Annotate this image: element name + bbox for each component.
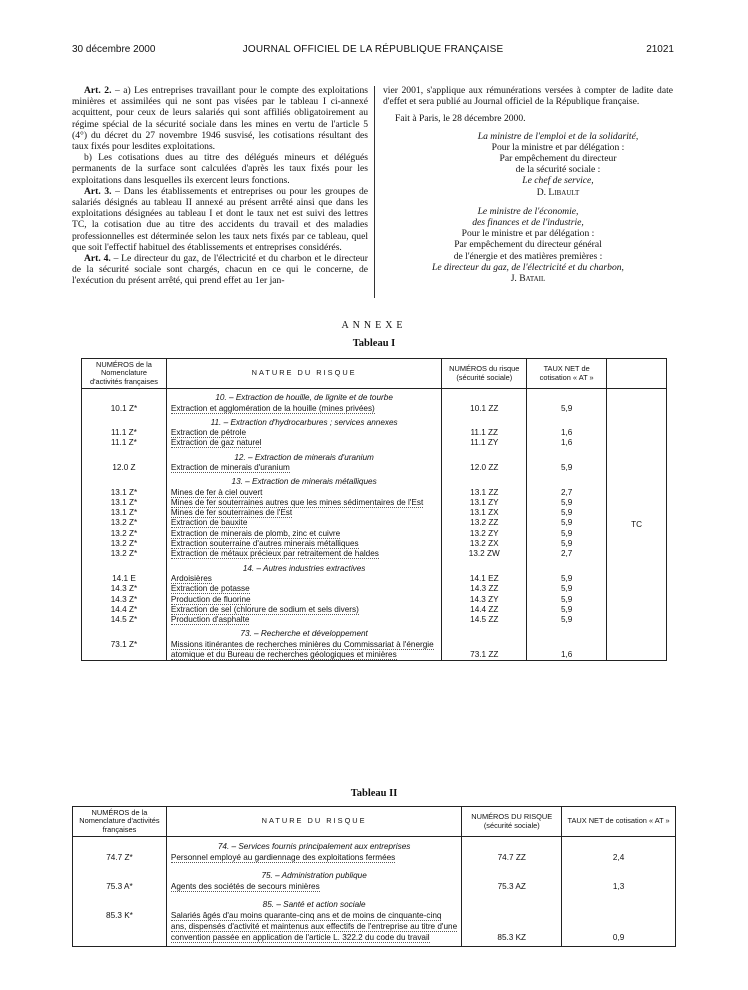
article-2a: Art. 2. – a) Les entreprises travaillant pour le compte des exploitations minières et assimilées qui ne sont pas visées par le tableau I ci-annexé acquittent, pour ceux de leurs salariés qui sont affiliés obligatoirement au régime spécial de la sécurité sociale dans les mines en vertu de l'article 5 (4°) du décret du 27 novembre 1946 susvisé, les cotisations résultant des taux fixés pour lesdites exploitations. xyxy=(72,85,368,153)
annexe-heading: ANNEXE xyxy=(341,320,407,331)
risk-nature-text: Extraction de gaz naturel xyxy=(170,438,262,448)
section-heading: 74. – Services fournis principalement aux entreprises xyxy=(166,837,461,853)
t2-header-nature: NATURE DU RISQUE xyxy=(166,807,461,837)
risk-number: 14.4 ZZ xyxy=(442,605,527,615)
risk-nature-text: Extraction souterraine d'autres minerais métalliques xyxy=(170,539,359,549)
tableau-1 xyxy=(81,358,667,661)
risk-nature xyxy=(166,518,441,528)
t1-header-risque: NUMÉROS du risque (sécurité sociale) xyxy=(442,359,527,389)
section-heading: 11. – Extraction d'hydrocarbures ; services annexes xyxy=(166,414,441,428)
net-rate: 2,4 xyxy=(562,852,676,866)
risk-number: 12.0 ZZ xyxy=(442,463,527,473)
risk-nature xyxy=(166,574,441,584)
risk-number: 14.5 ZZ xyxy=(442,615,527,625)
risk-number: 13.2 ZW xyxy=(442,549,527,559)
risk-nature-text: Mines de fer souterraines autres que les mines sédimentaires de l'Est xyxy=(170,497,424,507)
table-row xyxy=(82,549,667,559)
section-row xyxy=(82,414,667,428)
section-spacer xyxy=(562,837,676,853)
net-rate: 5,9 xyxy=(527,605,607,615)
section-row xyxy=(82,625,667,639)
risk-nature xyxy=(166,508,441,518)
section-spacer xyxy=(462,895,562,910)
naf-code: 14.4 Z* xyxy=(82,605,167,615)
risk-number: 13.2 ZZ xyxy=(442,518,527,528)
done-at: Fait à Paris, le 28 décembre 2000. xyxy=(395,113,526,125)
risk-number: 75.3 AZ xyxy=(462,881,562,895)
section-spacer xyxy=(462,837,562,853)
risk-nature xyxy=(166,498,441,508)
signature-block-2: Le ministre de l'économie, des finances et de l'industrie, Pour le ministre et par délégation : Par empêchement du directeur général de l'énergie et des matières premières : Le directeur du gaz, de l'électricité et du charbon, J. Batail xyxy=(383,206,673,284)
section-spacer xyxy=(73,866,167,881)
article-4: Art. 4. – Le directeur du gaz, de l'électricité et du charbon et le directeur de la sécurité sociale sont chargés, chacun en ce qui le concerne, de l'exécution du présent arrêté, qui prend effet au 1er jan- xyxy=(72,253,369,287)
section-spacer xyxy=(82,560,167,574)
section-spacer xyxy=(82,414,167,428)
naf-code: 14.3 Z* xyxy=(82,584,167,594)
risk-nature xyxy=(166,488,441,498)
naf-code: 14.5 Z* xyxy=(82,615,167,625)
risk-number: 11.1 ZZ xyxy=(442,428,527,438)
table-row xyxy=(73,852,676,866)
risk-nature-text: Mines de fer à ciel ouvert xyxy=(170,487,263,497)
signature-block-1: La ministre de l'emploi et de la solidarité, Pour la ministre et par délégation : Par empêchement du directeur de la sécurité sociale : Le chef de service, D. Libault xyxy=(383,131,673,198)
risk-nature-text: Extraction de potasse xyxy=(170,584,250,594)
table-row xyxy=(82,463,667,473)
section-heading: 13. – Extraction de minerais métalliques xyxy=(166,473,441,487)
section-spacer xyxy=(73,837,167,853)
naf-code: 75.3 A* xyxy=(73,881,167,895)
header-date: 30 décembre 2000 xyxy=(72,44,156,55)
risk-number: 13.1 ZX xyxy=(442,508,527,518)
risk-nature-text: Mines de fer souterraines de l'Est xyxy=(170,508,293,518)
section-spacer xyxy=(442,473,527,487)
net-rate: 0,9 xyxy=(562,910,676,947)
section-spacer xyxy=(527,560,607,574)
table-row xyxy=(82,529,667,539)
section-heading: 73. – Recherche et développement xyxy=(166,625,441,639)
net-rate: 5,9 xyxy=(527,595,607,605)
risk-number: 13.1 ZZ xyxy=(442,488,527,498)
section-spacer xyxy=(442,414,527,428)
naf-code: 10.1 Z* xyxy=(82,404,167,414)
t2-header-taux: TAUX NET de cotisation « AT » xyxy=(562,807,676,837)
risk-nature-text: Extraction de bauxite xyxy=(170,518,248,528)
table-row xyxy=(82,640,667,661)
risk-nature xyxy=(166,463,441,473)
table-row xyxy=(73,881,676,895)
section-spacer xyxy=(527,473,607,487)
naf-code: 13.1 Z* xyxy=(82,498,167,508)
risk-number: 13.1 ZY xyxy=(442,498,527,508)
section-heading: 75. – Administration publique xyxy=(166,866,461,881)
naf-code: 85.3 K* xyxy=(73,910,167,947)
section-spacer xyxy=(527,389,607,404)
section-heading: 85. – Santé et action sociale xyxy=(166,895,461,910)
tableau-2-title: Tableau II xyxy=(350,788,398,799)
risk-number: 13.2 ZY xyxy=(442,529,527,539)
risk-number: 73.1 ZZ xyxy=(442,640,527,661)
section-row xyxy=(73,837,676,853)
risk-nature-text: Extraction de pétrole xyxy=(170,428,247,438)
table-row xyxy=(82,574,667,584)
left-column xyxy=(72,85,368,287)
naf-code: 74.7 Z* xyxy=(73,852,167,866)
tableau-2 xyxy=(72,806,676,947)
risk-number: 10.1 ZZ xyxy=(442,404,527,414)
risk-nature xyxy=(166,910,461,947)
t2-header-risque: NUMÉROS DU RISQUE (sécurité sociale) xyxy=(462,807,562,837)
section-row xyxy=(73,895,676,910)
section-heading: 10. – Extraction de houille, de lignite et de tourbe xyxy=(166,389,441,404)
naf-code: 73.1 Z* xyxy=(82,640,167,661)
naf-code: 13.1 Z* xyxy=(82,488,167,498)
risk-nature xyxy=(166,852,461,866)
net-rate: 5,9 xyxy=(527,615,607,625)
naf-code: 13.1 Z* xyxy=(82,508,167,518)
section-row xyxy=(73,866,676,881)
signatory-1: D. Libault xyxy=(536,186,580,198)
risk-number: 14.1 EZ xyxy=(442,574,527,584)
section-spacer xyxy=(527,414,607,428)
naf-code: 13.2 Z* xyxy=(82,518,167,528)
net-rate: 1,3 xyxy=(562,881,676,895)
tableau-1-title: Tableau I xyxy=(352,338,396,349)
section-row xyxy=(82,560,667,574)
net-rate: 2,7 xyxy=(527,549,607,559)
table-row xyxy=(82,428,667,438)
risk-nature-text: Extraction et agglomération de la houille (mines privées) xyxy=(170,403,375,413)
net-rate: 5,9 xyxy=(527,539,607,549)
table-row xyxy=(82,605,667,615)
section-row xyxy=(82,473,667,487)
t1-header-naf: NUMÉROS de la Nomenclature d'activités françaises xyxy=(82,359,167,389)
net-rate: 1,6 xyxy=(527,438,607,448)
section-spacer xyxy=(527,625,607,639)
net-rate: 5,9 xyxy=(527,529,607,539)
risk-nature xyxy=(166,881,461,895)
risk-number: 74.7 ZZ xyxy=(462,852,562,866)
section-spacer xyxy=(562,895,676,910)
tc-marker: TC xyxy=(607,389,667,661)
t2-header-naf: NUMÉROS de la Nomenclature d'activités françaises xyxy=(73,807,167,837)
signatory-2: J. Batail xyxy=(510,273,546,285)
risk-nature xyxy=(166,539,441,549)
table-row xyxy=(82,488,667,498)
section-spacer xyxy=(462,866,562,881)
table-row xyxy=(82,518,667,528)
right-column xyxy=(383,85,673,284)
naf-code: 14.1 E xyxy=(82,574,167,584)
table-row xyxy=(82,595,667,605)
section-spacer xyxy=(442,625,527,639)
naf-code: 13.2 Z* xyxy=(82,539,167,549)
net-rate: 5,9 xyxy=(527,518,607,528)
table-row xyxy=(82,498,667,508)
risk-number: 14.3 ZZ xyxy=(442,584,527,594)
section-spacer xyxy=(442,449,527,463)
naf-code: 11.1 Z* xyxy=(82,428,167,438)
risk-nature xyxy=(166,438,441,448)
risk-nature-text: Extraction de minerais de plomb, zinc et cuivre xyxy=(170,528,341,538)
risk-nature-text: Extraction de minerais d'uranium xyxy=(170,463,290,472)
risk-nature xyxy=(166,529,441,539)
naf-code: 14.3 Z* xyxy=(82,595,167,605)
table-row xyxy=(73,910,676,947)
risk-nature-text: Agents des sociétés de secours minières xyxy=(170,882,320,892)
risk-nature-text: Salariés âgés d'au moins quarante-cinq ans et de moins de cinquante-cinq ans, dispensés d'activité et maintenus aux effectifs de l'entreprise au titre d'une convention passée en application de l'article L. 322.2 du code du travail xyxy=(170,911,458,943)
section-spacer xyxy=(82,625,167,639)
article-4-continuation: vier 2001, s'applique aux rémunérations versées à compter de ladite date d'effet et sera publié au Journal officiel de la République française. xyxy=(383,85,673,108)
risk-nature-text: Production de fluorine xyxy=(170,594,251,604)
section-row xyxy=(82,449,667,463)
net-rate: 5,9 xyxy=(527,463,607,473)
section-spacer xyxy=(442,389,527,404)
naf-code: 12.0 Z xyxy=(82,463,167,473)
article-3: Art. 3. – Dans les établissements et entreprises ou pour les groupes de salariés désignés au tableau II annexé au présent arrêté ainsi que dans les exploitations désignées au tableau I et dont le taux net est suivi des lettres TC, la cotisation due au titre des accidents du travail et des maladies professionnelles est déterminée selon les taux nets fixés par ce tableau, quel que soit l'effectif habituel des établissements et entreprises considérés. xyxy=(72,185,369,253)
risk-number: 11.1 ZY xyxy=(442,438,527,448)
risk-nature xyxy=(166,605,441,615)
risk-nature xyxy=(166,404,441,414)
risk-nature-text: Extraction de sel (chlorure de sodium et sels divers) xyxy=(170,604,359,614)
header-page-number: 21021 xyxy=(646,44,674,55)
section-heading: 12. – Extraction de minerais d'uranium xyxy=(166,449,441,463)
header-title: JOURNAL OFFICIEL DE LA RÉPUBLIQUE FRANÇAISE xyxy=(242,44,504,55)
risk-nature xyxy=(166,595,441,605)
risk-nature-text: Personnel employé au gardiennage des exploitations fermées xyxy=(170,853,396,863)
table-row xyxy=(82,404,667,414)
net-rate: 5,9 xyxy=(527,404,607,414)
section-spacer xyxy=(73,895,167,910)
section-spacer xyxy=(527,449,607,463)
table-row xyxy=(82,615,667,625)
table-row xyxy=(82,584,667,594)
net-rate: 5,9 xyxy=(527,498,607,508)
t1-header-blank xyxy=(607,359,667,389)
section-row xyxy=(82,389,667,404)
table-row xyxy=(82,508,667,518)
risk-number: 14.3 ZY xyxy=(442,595,527,605)
naf-code: 11.1 Z* xyxy=(82,438,167,448)
naf-code: 13.2 Z* xyxy=(82,549,167,559)
risk-nature xyxy=(166,549,441,559)
risk-number: 85.3 KZ xyxy=(462,910,562,947)
risk-number: 13.2 ZX xyxy=(442,539,527,549)
column-divider xyxy=(374,86,375,298)
net-rate: 1,6 xyxy=(527,640,607,661)
section-spacer xyxy=(562,866,676,881)
net-rate: 5,9 xyxy=(527,574,607,584)
t1-header-nature: NATURE DU RISQUE xyxy=(166,359,441,389)
net-rate: 5,9 xyxy=(527,584,607,594)
risk-nature-text: Missions itinérantes de recherches minières du Commissariat à l'énergie atomique et du Bureau de recherches géologiques et minières xyxy=(170,639,434,660)
risk-nature xyxy=(166,640,441,661)
risk-nature-text: Extraction de métaux précieux par retraitement de haldes xyxy=(170,549,379,559)
section-heading: 14. – Autres industries extractives xyxy=(166,560,441,574)
section-spacer xyxy=(82,449,167,463)
t1-header-taux: TAUX NET de cotisation « AT » xyxy=(527,359,607,389)
article-2b: b) Les cotisations dues au titre des délégués mineurs et délégués permanents de la surface sont calculées d'après les taux fixés pour les exploitations dans lesquelles ils exercent leurs fonctions. xyxy=(72,152,368,186)
net-rate: 2,7 xyxy=(527,488,607,498)
risk-nature xyxy=(166,584,441,594)
net-rate: 5,9 xyxy=(527,508,607,518)
table-row xyxy=(82,438,667,448)
table-row xyxy=(82,539,667,549)
risk-nature-text: Production d'asphalte xyxy=(170,615,250,625)
risk-nature xyxy=(166,615,441,625)
section-spacer xyxy=(442,560,527,574)
net-rate: 1,6 xyxy=(527,428,607,438)
risk-nature xyxy=(166,428,441,438)
section-spacer xyxy=(82,389,167,404)
risk-nature-text: Ardoisières xyxy=(170,573,212,583)
section-spacer xyxy=(82,473,167,487)
naf-code: 13.2 Z* xyxy=(82,529,167,539)
